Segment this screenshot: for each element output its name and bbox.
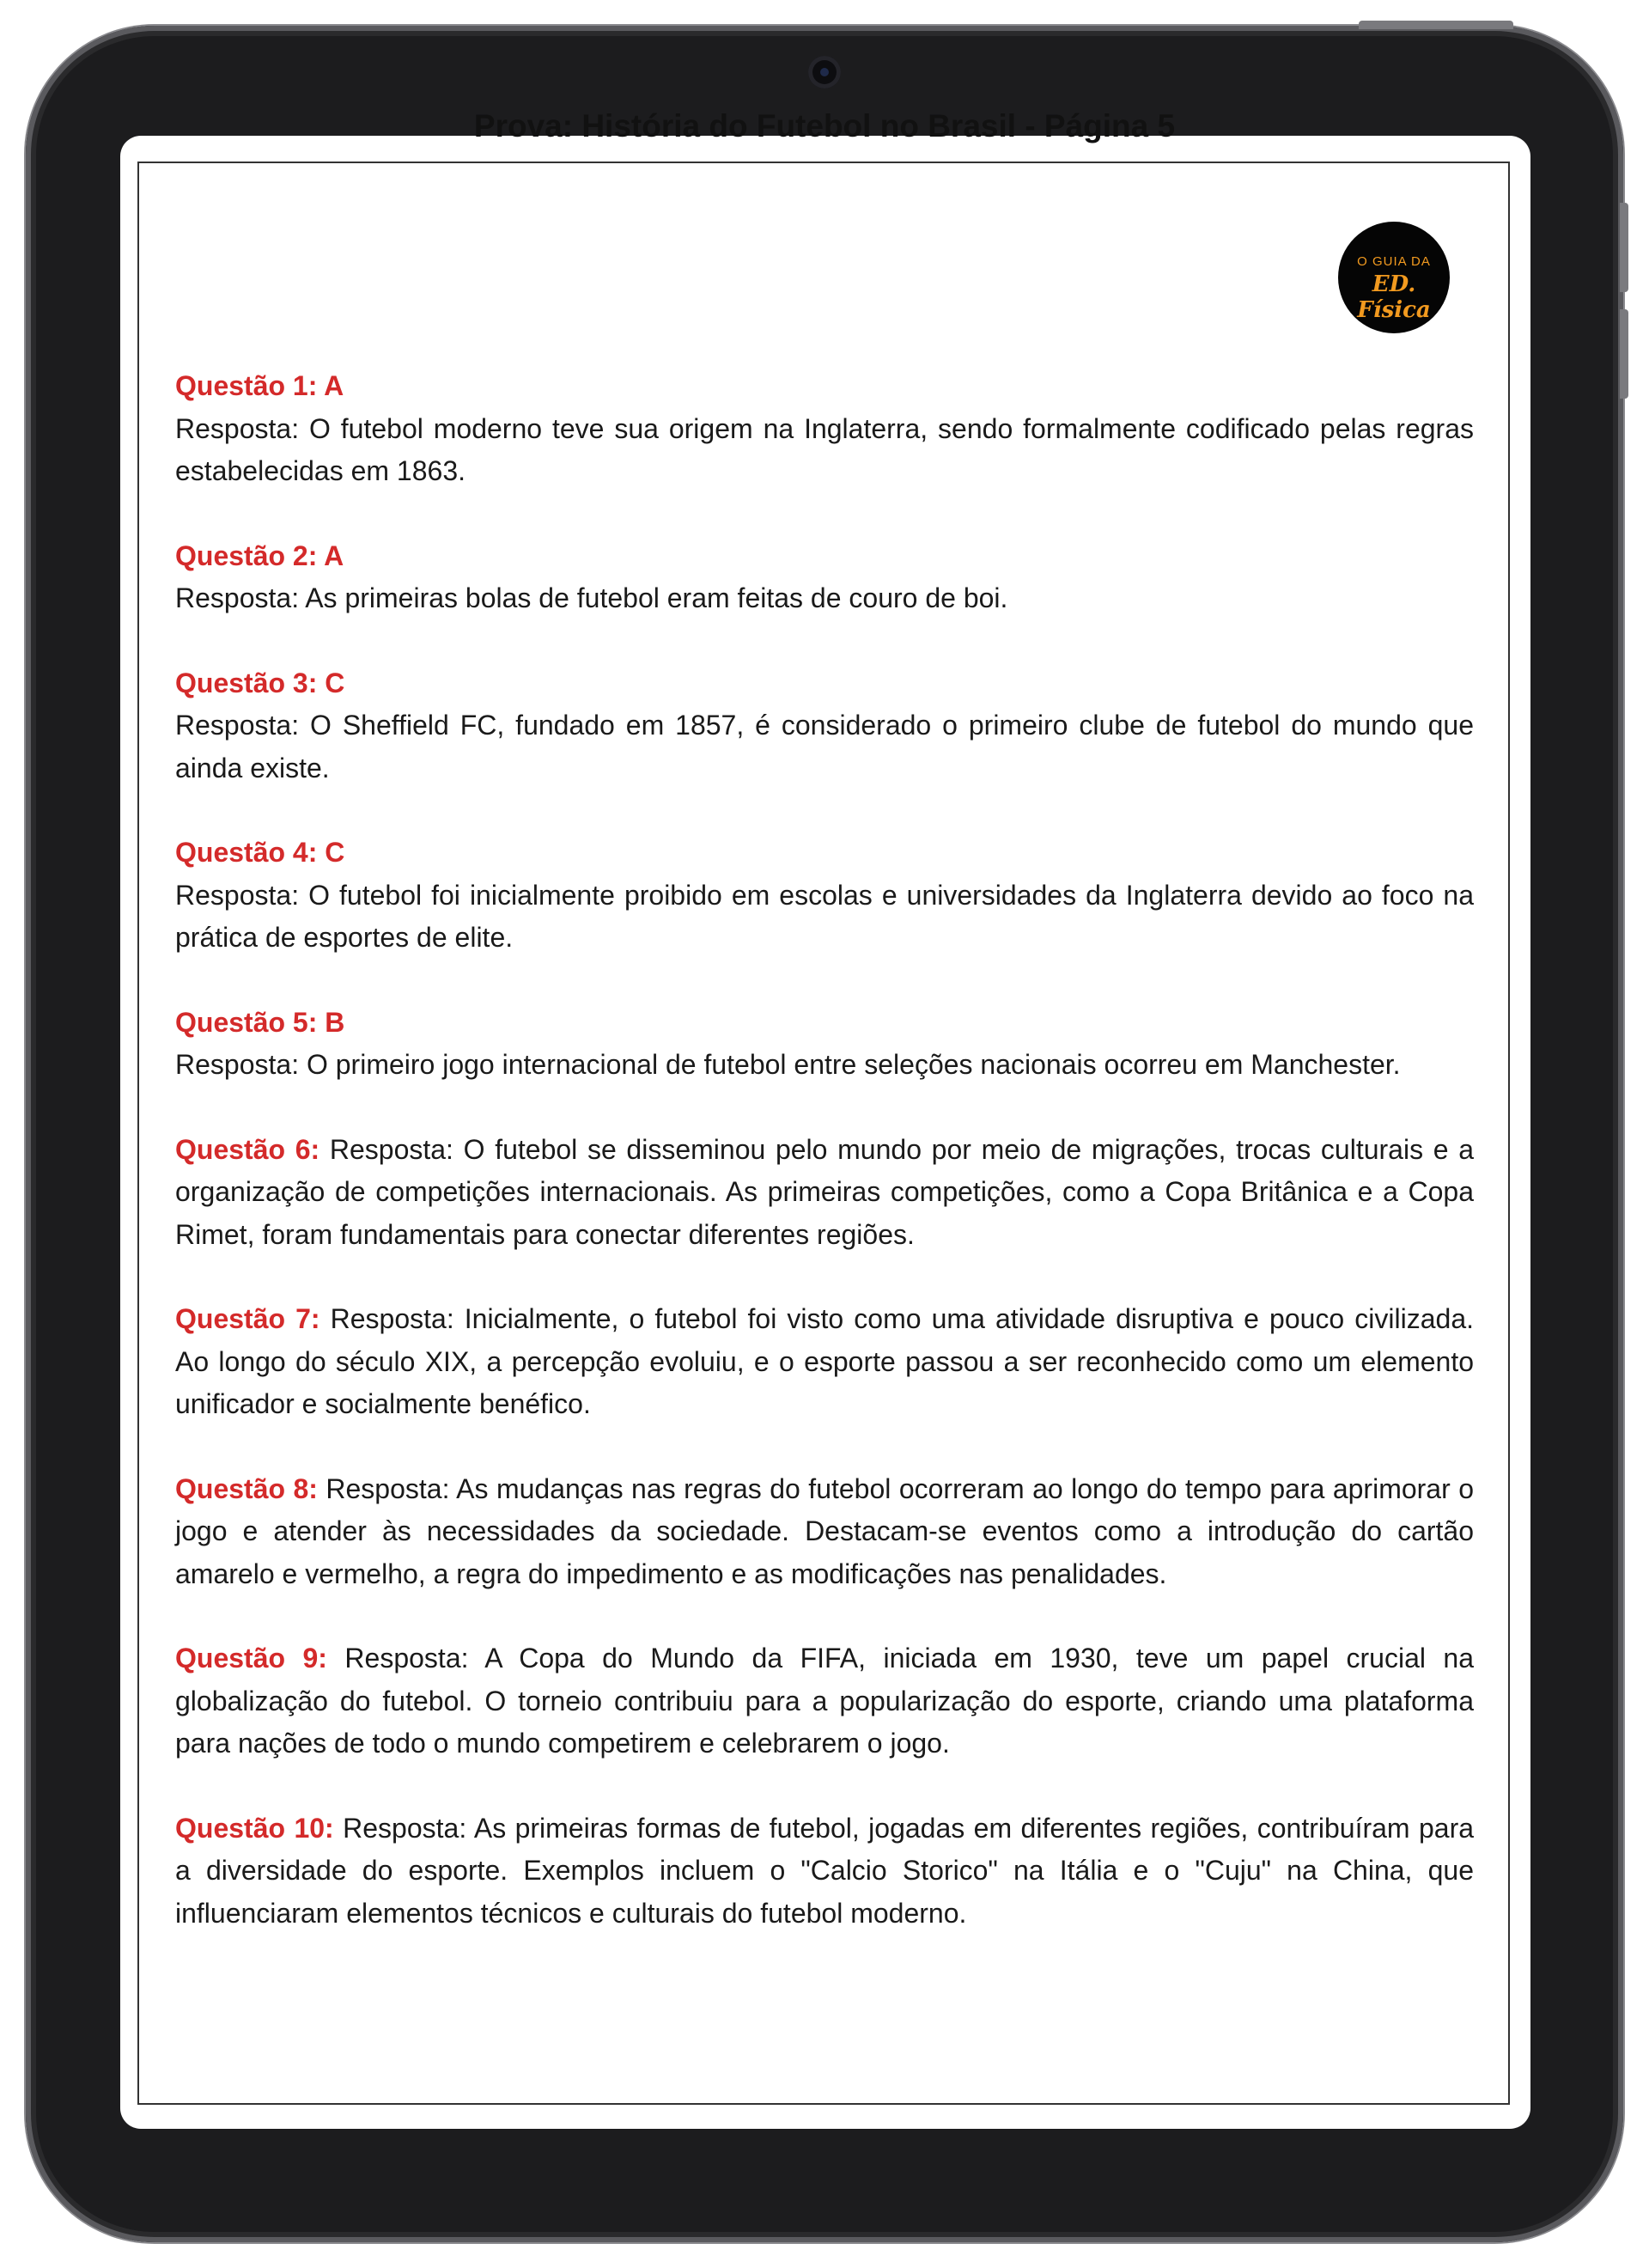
answer-item-1 <box>175 365 1474 493</box>
logo-top-text: O GUIA DA <box>1357 254 1431 269</box>
answer-text: Resposta: As primeiras formas de futebol, jogadas em diferentes regiões, contribuíram para a diversidade do esporte. Exemplos incluem o "Calcio Storico" na Itália e o "Cuju" na China, que influenciaram elementos técnicos e culturais do futebol moderno. <box>175 1812 1475 1929</box>
guia-ed-fisica-logo <box>1338 222 1450 333</box>
question-label: Questão 7: <box>175 1303 320 1334</box>
tablet-volume-up-button <box>1620 203 1628 292</box>
answer-text: Resposta: O Sheffield FC, fundado em 1857, é considerado o primeiro clube de futebol do mundo que ainda existe. <box>175 710 1474 783</box>
logo-bottom-text: ED. Física <box>1357 271 1431 323</box>
question-label: Questão 1: A <box>175 370 344 401</box>
tablet-top-button <box>1359 21 1513 29</box>
answer-text: Resposta: As mudanças nas regras do futebol ocorreram ao longo do tempo para aprimorar o jogo e atender às necessidades da sociedade. Destacam-se eventos como a introdução do cartão amarelo e vermelho, a regra do impedimento e as modificações nas penalidades. <box>175 1472 1474 1589</box>
answer-item-5 <box>175 1002 1474 1087</box>
question-label: Questão 5: B <box>175 1006 345 1038</box>
answer-item-8 <box>175 1468 1474 1596</box>
answer-item-10 <box>175 1808 1474 1936</box>
question-label: Questão 4: C <box>175 837 345 868</box>
front-camera-icon <box>808 56 841 88</box>
question-label: Questão 2: A <box>175 540 344 571</box>
question-label: Questão 3: C <box>175 667 345 698</box>
answer-item-6 <box>175 1129 1474 1257</box>
question-label: Questão 8: <box>175 1472 318 1504</box>
answer-item-9 <box>175 1637 1474 1765</box>
question-label: Questão 10: <box>175 1812 334 1844</box>
answer-text: Resposta: O futebol moderno teve sua origem na Inglaterra, sendo formalmente codificado pelas regras estabelecidas em 1863. <box>175 412 1474 486</box>
answer-text: Resposta: O primeiro jogo internacional de futebol entre seleções nacionais ocorreu em Manchester. <box>175 1049 1401 1080</box>
tablet-volume-down-button <box>1620 309 1628 399</box>
answer-item-4 <box>175 832 1474 960</box>
answer-item-2 <box>175 535 1474 620</box>
question-label: Questão 9: <box>175 1643 327 1674</box>
answer-text: Resposta: Inicialmente, o futebol foi visto como uma atividade disruptiva e pouco civilizada. Ao longo do século XIX, a percepção evoluiu, e o esporte passou a ser reconhecido como um elemento unificador e socialmente benéfico. <box>175 1303 1475 1419</box>
answer-text: Resposta: O futebol se disseminou pelo mundo por meio de migrações, trocas culturais e a organização de competições internacionais. As primeiras competições, como a Copa Britânica e a Copa Rimet, foram fundamentais para conectar diferentes regiões. <box>175 1133 1475 1250</box>
answer-text: Resposta: O futebol foi inicialmente proibido em escolas e universidades da Inglaterra devido ao foco na prática de esportes de elite. <box>175 879 1474 953</box>
question-label: Questão 6: <box>175 1133 320 1165</box>
answer-item-3 <box>175 662 1474 790</box>
answer-text: Resposta: As primeiras bolas de futebol eram feitas de couro de boi. <box>175 582 1008 613</box>
answer-item-7 <box>175 1298 1474 1426</box>
answer-list <box>175 365 1474 1977</box>
answer-text: Resposta: A Copa do Mundo da FIFA, iniciada em 1930, teve um papel crucial na globalização do futebol. O torneio contribuiu para a popularização do esporte, criando uma plataforma para nações de todo o mundo competirem e celebrarem o jogo. <box>175 1643 1475 1759</box>
document-title: Prova: História do Futebol no Brasil - Página 5 <box>473 108 1176 143</box>
